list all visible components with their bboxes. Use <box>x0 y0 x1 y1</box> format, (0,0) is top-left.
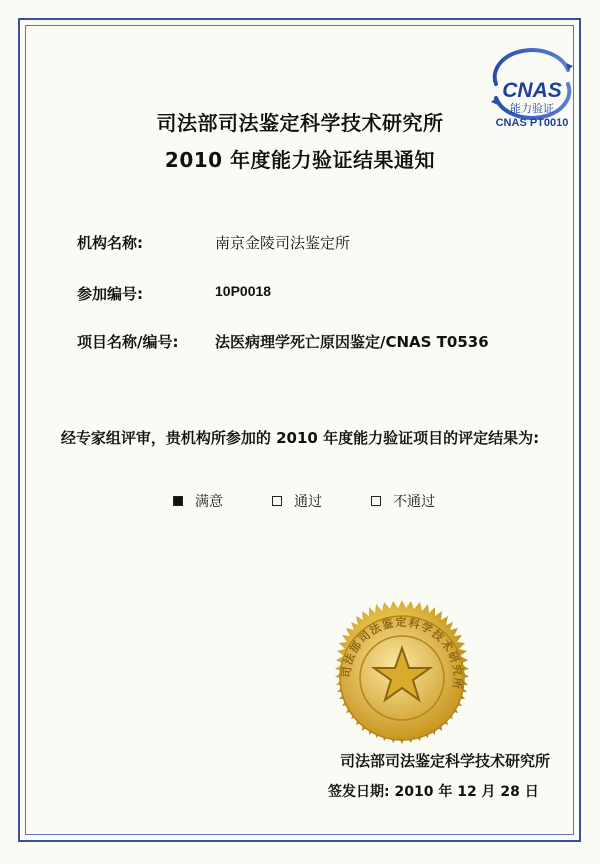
logo-caption-text: 能力验证 <box>510 102 554 115</box>
unchecked-box-icon <box>272 496 282 506</box>
issue-date-label: 签发日期: <box>328 784 390 800</box>
result-option-pass <box>272 491 322 511</box>
evaluation-statement: 经专家组评审，贵机构所参加的 2010 年度能力验证项目的评定结果为: <box>60 429 540 447</box>
result-option-label: 满意 <box>195 494 223 510</box>
notice-title: 2010 年度能力验证结果通知 <box>164 148 436 172</box>
participant-value: 10P0018 <box>215 283 272 299</box>
issue-date-value: 2010 年 12 月 28 日 <box>394 784 539 800</box>
result-option-fail <box>371 491 435 511</box>
project-value: 法医病理学死亡原因鉴定/CNAS T0536 <box>215 333 489 351</box>
checked-box-icon <box>173 496 183 506</box>
org-label: 机构名称: <box>77 234 143 252</box>
logo-code: CNAS PT0010 <box>495 117 569 129</box>
issuer-name: 司法部司法鉴定科学技术研究所 <box>339 752 550 770</box>
institute-title: 司法部司法鉴定科学技术研究所 <box>156 111 444 135</box>
result-option-label: 不通过 <box>393 494 435 510</box>
project-label: 项目名称/编号: <box>77 333 179 351</box>
participant-label: 参加编号: <box>77 285 143 303</box>
cnas-logo-text: CNAS <box>502 79 562 102</box>
issue-date <box>328 781 539 801</box>
seal-text: 司法部司法鉴定科学技术研究所 <box>339 615 465 691</box>
gold-seal <box>322 598 482 758</box>
result-option-label: 通过 <box>294 494 322 510</box>
unchecked-box-icon <box>371 496 381 506</box>
org-value: 南京金陵司法鉴定所 <box>215 234 351 252</box>
result-option-satisfactory <box>173 491 223 511</box>
